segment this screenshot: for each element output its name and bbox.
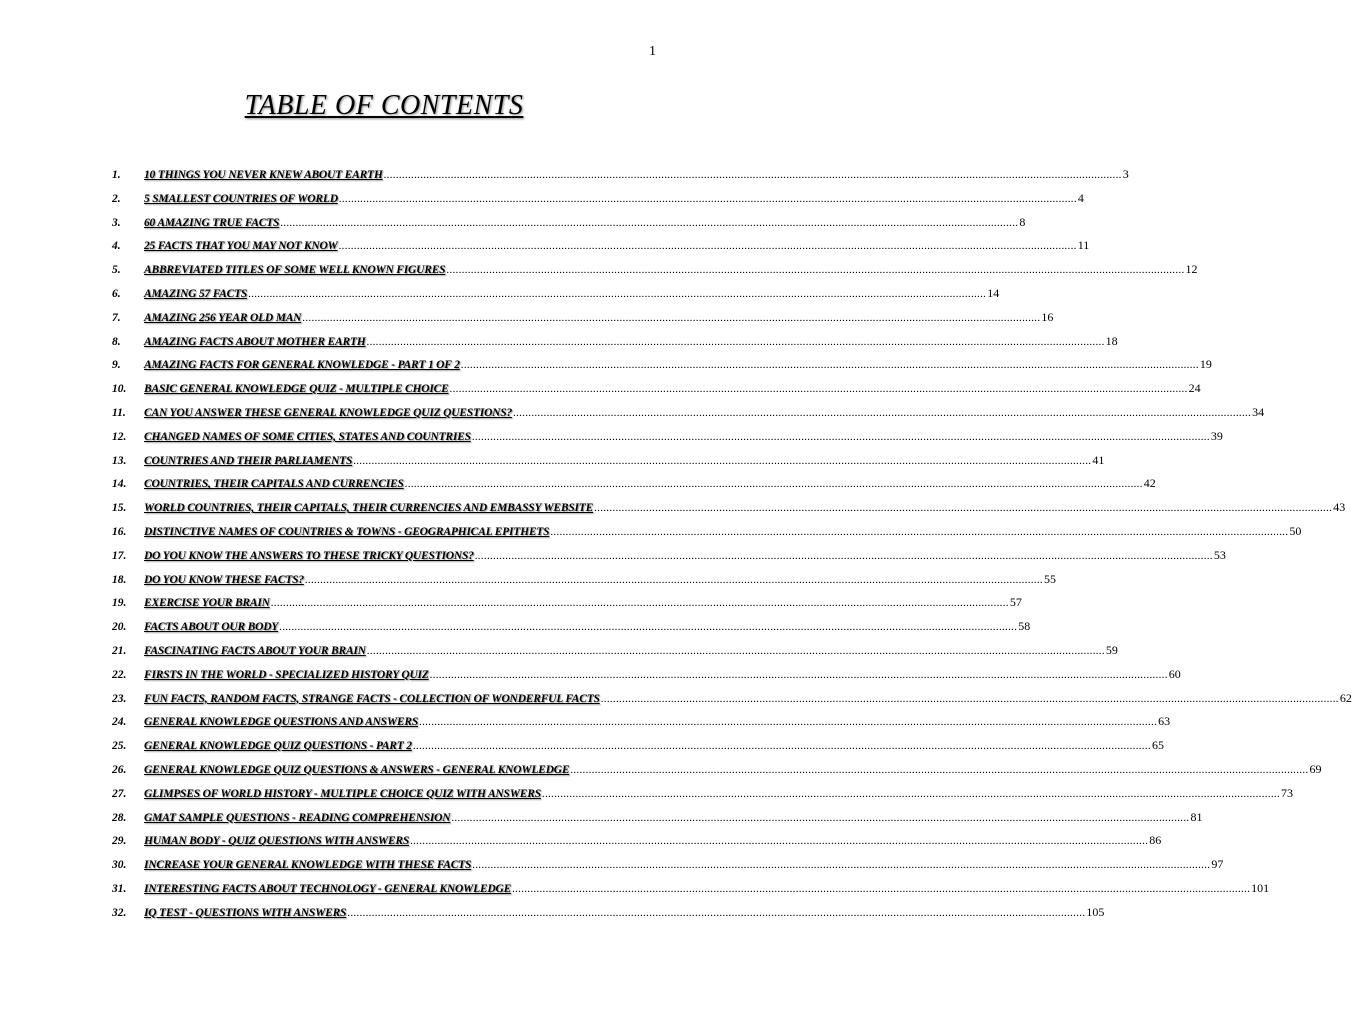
entry-page-number: 42 (1143, 476, 1156, 491)
entry-title[interactable]: DO YOU KNOW THESE FACTS? (144, 573, 304, 586)
toc-entry[interactable] (112, 211, 1026, 235)
entry-title[interactable]: INCREASE YOUR GENERAL KNOWLEDGE WITH THESE FACTS (144, 859, 472, 872)
toc-entry[interactable] (112, 806, 1203, 830)
entry-page-number: 60 (1168, 666, 1181, 681)
entry-page-number: 55 (1043, 571, 1056, 586)
page-title: TABLE OF CONTENTS (244, 90, 524, 121)
toc-entry[interactable] (112, 449, 1105, 473)
toc-entry[interactable] (112, 901, 1105, 925)
entry-page-number: 34 (1252, 404, 1265, 419)
entry-title[interactable]: 25 FACTS THAT YOU MAY NOT KNOW (144, 240, 338, 253)
entry-page-number: 59 (1105, 642, 1118, 657)
dot-leader (302, 307, 1040, 331)
entry-page-number: 4 (1077, 190, 1084, 205)
toc-entry[interactable] (112, 425, 1223, 449)
toc-entry[interactable] (112, 877, 1270, 901)
entry-page-number: 3 (1122, 167, 1129, 181)
entry-number: 4. (112, 240, 121, 253)
entry-number: 16. (112, 525, 127, 538)
toc-entry[interactable] (112, 163, 1129, 187)
toc-entry[interactable] (112, 829, 1162, 853)
entry-title[interactable]: CAN YOU ANSWER THESE GENERAL KNOWLEDGE QUIZ QUESTIONS? (144, 406, 513, 419)
entry-number: 31. (112, 882, 127, 895)
entry-number: 17. (112, 549, 127, 562)
entry-number: 21. (112, 644, 127, 657)
toc-entry[interactable] (112, 663, 1181, 687)
entry-title[interactable]: AMAZING FACTS ABOUT MOTHER EARTH (144, 335, 366, 348)
toc-list (112, 163, 1352, 925)
entry-number: 3. (112, 216, 121, 229)
entry-number: 1. (112, 169, 121, 181)
toc-entry[interactable] (112, 306, 1054, 330)
dot-leader (248, 283, 986, 307)
entry-title[interactable]: CHANGED NAMES OF SOME CITIES, STATES AND COUNTRIES (144, 430, 471, 443)
dot-leader (419, 711, 1157, 735)
dot-leader (280, 212, 1018, 236)
dot-leader (472, 854, 1210, 878)
toc-entry[interactable] (112, 258, 1198, 282)
dot-leader (550, 521, 1288, 545)
dot-leader (347, 902, 1085, 926)
entry-title[interactable]: WORLD COUNTRIES, THEIR CAPITALS, THEIR CURRENCIES AND EMBASSY WEBSITE (144, 502, 594, 515)
dot-leader (601, 688, 1339, 712)
entry-page-number: 16 (1041, 309, 1054, 324)
entry-page-number: 81 (1190, 809, 1203, 824)
entry-page-number: 11 (1077, 238, 1090, 253)
entry-page-number: 86 (1149, 833, 1162, 848)
entry-number: 18. (112, 573, 127, 586)
toc-entry[interactable] (112, 234, 1090, 258)
dot-leader (475, 545, 1213, 569)
toc-entry[interactable] (112, 282, 1000, 306)
dot-leader (594, 497, 1332, 521)
dot-leader (410, 830, 1148, 854)
entry-number: 11. (112, 406, 126, 419)
entry-page-number: 97 (1211, 857, 1224, 872)
entry-title[interactable]: AMAZING 256 YEAR OLD MAN (144, 311, 302, 324)
toc-entry[interactable] (112, 615, 1031, 639)
entry-page-number: 57 (1009, 595, 1022, 610)
entry-number: 8. (112, 335, 121, 348)
entry-page-number: 19 (1199, 357, 1212, 372)
entry-title[interactable]: GENERAL KNOWLEDGE QUIZ QUESTIONS & ANSWERS - GENERAL KNOWLEDGE (144, 763, 570, 776)
entry-number: 32. (112, 906, 127, 919)
entry-number: 23. (112, 692, 127, 705)
entry-page-number: 105 (1086, 904, 1105, 919)
toc-entry[interactable] (112, 377, 1201, 401)
entry-title[interactable]: ABBREVIATED TITLES OF SOME WELL KNOWN FIGURES (144, 264, 446, 277)
toc-entry[interactable] (112, 496, 1346, 520)
page-number: 1 (649, 44, 656, 59)
entry-number: 7. (112, 311, 121, 324)
entry-title[interactable]: GENERAL KNOWLEDGE QUIZ QUESTIONS - PART 2 (144, 740, 412, 753)
entry-title[interactable]: AMAZING FACTS FOR GENERAL KNOWLEDGE - PART 1 OF 2 (144, 359, 460, 372)
entry-page-number: 53 (1213, 547, 1226, 562)
entry-title[interactable]: COUNTRIES AND THEIR PARLIAMENTS (144, 454, 353, 467)
toc-entry[interactable] (112, 544, 1226, 568)
dot-leader (367, 640, 1105, 664)
dot-leader (450, 378, 1188, 402)
entry-number: 15. (112, 502, 127, 515)
entry-number: 14. (112, 478, 127, 491)
entry-title[interactable]: DO YOU KNOW THE ANSWERS TO THESE TRICKY QUESTIONS? (144, 549, 474, 562)
entry-page-number: 50 (1289, 523, 1302, 538)
entry-number: 27. (112, 787, 127, 800)
entry-number: 12. (112, 430, 127, 443)
entry-page-number: 18 (1105, 333, 1118, 348)
entry-page-number: 41 (1092, 452, 1105, 467)
toc-entry[interactable] (112, 639, 1118, 663)
entry-title[interactable]: FACTS ABOUT OUR BODY (144, 621, 279, 634)
entry-title[interactable]: INTERESTING FACTS ABOUT TECHNOLOGY - GENERAL KNOWLEDGE (144, 882, 512, 895)
toc-entry[interactable] (112, 520, 1302, 544)
entry-title[interactable]: IQ TEST - QUESTIONS WITH ANSWERS (144, 906, 347, 919)
toc-entry[interactable] (112, 591, 1022, 615)
entry-number: 5. (112, 264, 121, 277)
entry-title[interactable]: GMAT SAMPLE QUESTIONS - READING COMPREHENSION (144, 811, 451, 824)
toc-entry[interactable] (112, 710, 1171, 734)
entry-page-number: 63 (1158, 714, 1171, 729)
entry-page-number: 58 (1018, 619, 1031, 634)
dot-leader (405, 473, 1143, 497)
dot-leader (279, 616, 1017, 640)
entry-page-number: 39 (1210, 428, 1223, 443)
toc-entry[interactable] (112, 853, 1224, 877)
entry-title[interactable]: GENERAL KNOWLEDGE QUESTIONS AND ANSWERS (144, 716, 419, 729)
toc-entry[interactable] (112, 187, 1084, 211)
dot-leader (430, 664, 1168, 688)
entry-title[interactable]: 10 THINGS YOU NEVER KNEW ABOUT EARTH (144, 169, 383, 181)
entry-page-number: 62 (1339, 690, 1352, 705)
entry-number: 30. (112, 859, 127, 872)
dot-leader (472, 426, 1210, 450)
dot-leader (353, 450, 1091, 474)
dot-leader (513, 402, 1251, 426)
entry-title[interactable]: FASCINATING FACTS ABOUT YOUR BRAIN (144, 644, 366, 657)
entry-number: 6. (112, 287, 121, 300)
entry-number: 25. (112, 740, 127, 753)
entry-number: 13. (112, 454, 127, 467)
entry-title[interactable]: EXERCISE YOUR BRAIN (144, 597, 270, 610)
entry-page-number: 8 (1019, 214, 1026, 229)
entry-title[interactable]: HUMAN BODY - QUIZ QUESTIONS WITH ANSWERS (144, 835, 410, 848)
entry-title[interactable]: 60 AMAZING TRUE FACTS (144, 216, 280, 229)
entry-page-number: 73 (1281, 785, 1294, 800)
entry-number: 19. (112, 597, 127, 610)
entry-number: 29. (112, 835, 127, 848)
toc-entry[interactable] (112, 687, 1352, 711)
entry-number: 28. (112, 811, 127, 824)
entry-page-number: 65 (1151, 738, 1164, 753)
entry-page-number: 12 (1185, 262, 1198, 277)
entry-page-number: 14 (987, 285, 1000, 300)
entry-title[interactable]: AMAZING 57 FACTS (144, 287, 248, 300)
entry-title[interactable]: BASIC GENERAL KNOWLEDGE QUIZ - MULTIPLE CHOICE (144, 383, 449, 396)
entry-page-number: 43 (1333, 500, 1346, 515)
toc-entry[interactable] (112, 472, 1156, 496)
dot-leader (305, 569, 1043, 593)
entry-number: 10. (112, 383, 127, 396)
dot-leader (339, 188, 1077, 212)
toc-entry[interactable] (112, 401, 1265, 425)
entry-title[interactable]: 5 SMALLEST COUNTRIES OF WORLD (144, 192, 338, 205)
entry-number: 24. (112, 716, 127, 729)
dot-leader (512, 878, 1250, 902)
dot-leader (446, 259, 1184, 283)
toc-entry[interactable] (112, 330, 1118, 354)
entry-page-number: 24 (1188, 381, 1201, 396)
entry-number: 22. (112, 668, 127, 681)
entry-title[interactable]: FUN FACTS, RANDOM FACTS, STRANGE FACTS - COLLECTION OF WONDERFUL FACTS (144, 692, 600, 705)
dot-leader (413, 735, 1151, 759)
entry-number: 2. (112, 192, 121, 205)
dot-leader (384, 164, 1122, 188)
toc-entry[interactable] (112, 734, 1164, 758)
dot-leader (461, 354, 1199, 378)
entry-title[interactable]: COUNTRIES, THEIR CAPITALS AND CURRENCIES (144, 478, 404, 491)
entry-number: 26. (112, 763, 127, 776)
dot-leader (570, 759, 1308, 783)
dot-leader (367, 331, 1105, 355)
dot-leader (451, 807, 1189, 831)
entry-page-number: 101 (1251, 880, 1270, 895)
dot-leader (542, 783, 1280, 807)
entry-number: 20. (112, 621, 127, 634)
toc-entry[interactable] (112, 782, 1294, 806)
entry-number: 9. (112, 359, 121, 372)
entry-page-number: 69 (1309, 761, 1322, 776)
dot-leader (339, 235, 1077, 259)
dot-leader (271, 592, 1009, 616)
entry-title[interactable]: DISTINCTIVE NAMES OF COUNTRIES & TOWNS - GEOGRAPHICAL EPITHETS (144, 525, 550, 538)
entry-title[interactable]: FIRSTS IN THE WORLD - SPECIALIZED HISTORY QUIZ (144, 668, 429, 681)
toc-entry[interactable] (112, 568, 1056, 592)
toc-entry[interactable] (112, 758, 1322, 782)
entry-title[interactable]: GLIMPSES OF WORLD HISTORY - MULTIPLE CHOICE QUIZ WITH ANSWERS (144, 787, 541, 800)
toc-entry[interactable] (112, 353, 1212, 377)
